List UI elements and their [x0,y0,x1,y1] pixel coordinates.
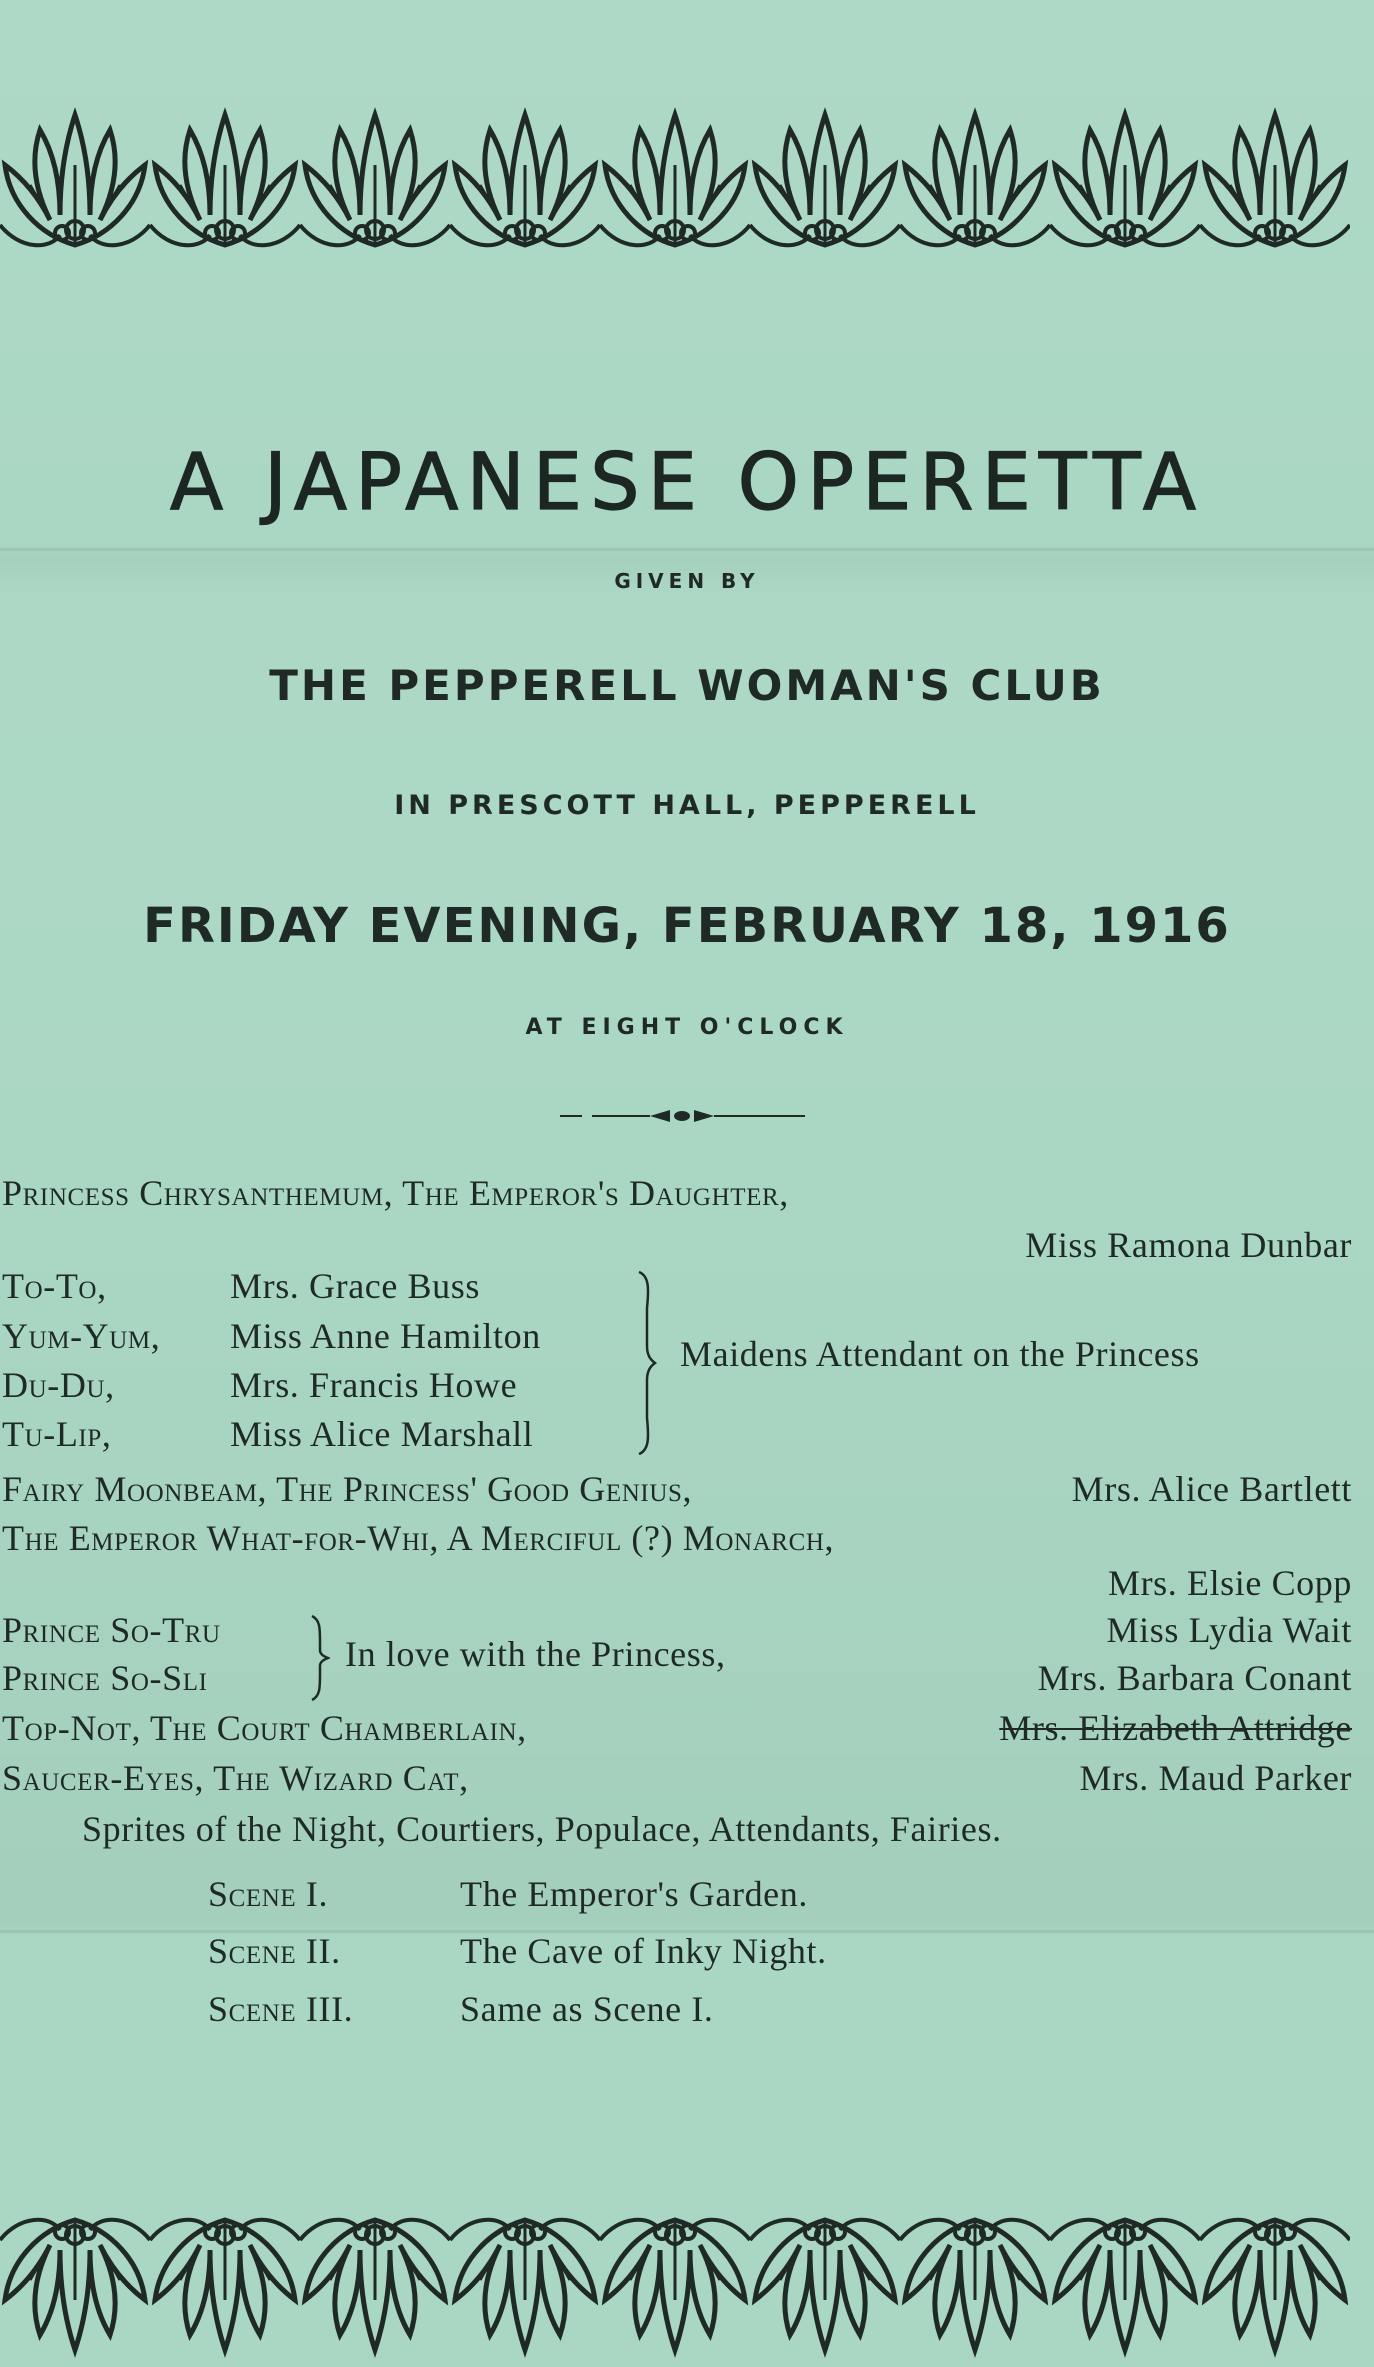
role-fairy: Fairy Moonbeam, The Princess' Good Genius, [2,1469,693,1509]
actor-sosli: Mrs. Barbara Conant [1037,1658,1352,1698]
ornament-border-top [0,105,1350,255]
role-princess: Princess Chrysanthemum, The Emperor's Daughter, [2,1173,789,1213]
role-yumyum: Yum-Yum, [2,1316,161,1356]
actor-fairy: Mrs. Alice Bartlett [1071,1469,1352,1509]
role-sosli: Prince So-Sli [2,1658,208,1698]
program-title: A JAPANESE OPERETTA [169,438,1205,528]
performance-time: AT EIGHT O'CLOCK [525,1015,849,1040]
extras-list: Sprites of the Night, Courtiers, Populace, Attendants, Fairies. [82,1809,1002,1849]
scene-label: Scene III. [208,1989,354,2029]
venue: IN PRESCOTT HALL, PEPPERELL [394,790,980,821]
ornament-border-bottom [0,2210,1350,2360]
actor-topnot: Mrs. Elizabeth Attridge [999,1708,1352,1748]
fold-line [0,548,1374,551]
scene-description: The Cave of Inky Night. [460,1931,827,1971]
princes-group-label: In love with the Princess, [345,1634,726,1674]
actor-saucer-eyes: Mrs. Maud Parker [1079,1758,1352,1798]
role-topnot: Top-Not, The Court Chamberlain, [2,1708,527,1748]
actor-yumyum: Miss Anne Hamilton [230,1316,541,1356]
scene-label: Scene II. [208,1931,341,1971]
scene-description: Same as Scene I. [460,1989,714,2029]
scene-description: The Emperor's Garden. [460,1874,808,1914]
club-name: THE PEPPERELL WOMAN'S CLUB [269,661,1105,710]
performance-date: FRIDAY EVENING, FEBRUARY 18, 1916 [143,898,1231,954]
role-saucer-eyes: Saucer-Eyes, The Wizard Cat, [2,1758,469,1798]
actor-princess: Miss Ramona Dunbar [1025,1225,1352,1265]
ornamental-divider [560,1106,805,1126]
actor-dudu: Mrs. Francis Howe [230,1365,518,1405]
role-sotru: Prince So-Tru [2,1610,221,1650]
maidens-bracket [635,1268,657,1458]
role-dudu: Du-Du, [2,1365,115,1405]
princes-bracket [308,1612,330,1704]
actor-toto: Mrs. Grace Buss [230,1266,480,1306]
given-by-label: GIVEN BY [614,569,760,593]
actor-tulip: Miss Alice Marshall [230,1414,534,1454]
role-tulip: Tu-Lip, [2,1414,112,1454]
role-toto: To-To, [2,1266,107,1306]
role-emperor: The Emperor What-for-Whi, A Merciful (?) Monarch, [2,1518,835,1558]
actor-sotru: Miss Lydia Wait [1106,1610,1352,1650]
actor-emperor: Mrs. Elsie Copp [1107,1563,1352,1603]
maidens-group-label: Maidens Attendant on the Princess [680,1334,1200,1374]
scene-label: Scene I. [208,1874,329,1914]
